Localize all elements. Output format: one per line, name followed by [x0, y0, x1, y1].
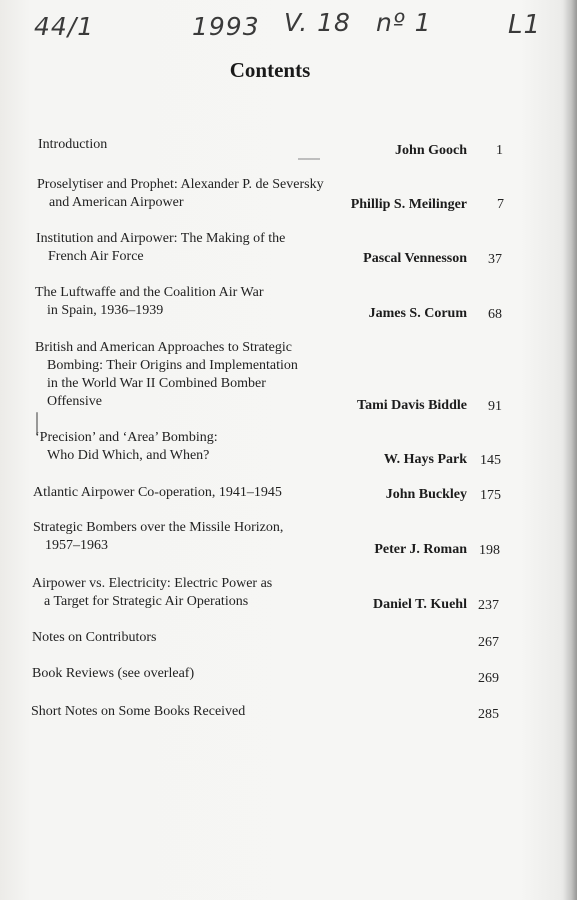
entry-page-number: 175	[480, 488, 501, 503]
entry-author: Tami Davis Biddle	[357, 398, 467, 413]
entry-title-line: Institution and Airpower: The Making of the	[36, 231, 286, 246]
entry-title	[33, 519, 283, 555]
entry-title	[36, 230, 285, 266]
entry-title-line: Bombing: Their Origins and Implementation	[47, 358, 298, 373]
entry-title-line: British and American Approaches to Strategic	[35, 340, 292, 355]
entry-title	[35, 284, 264, 320]
page-title: Contents	[229, 58, 311, 82]
handwritten-annotation-2: 1993	[192, 12, 260, 41]
entry-title-line: Strategic Bombers over the Missile Horizon,	[33, 520, 284, 535]
entry-title-line: a Target for Strategic Air Operations	[44, 594, 249, 609]
entry-page-number: 145	[480, 453, 501, 468]
entry-title	[35, 429, 218, 465]
entry-title	[35, 339, 298, 411]
entry-title-line: Airpower vs. Electricity: Electric Power as	[32, 576, 273, 591]
entry-author: John Buckley	[385, 487, 467, 502]
entry-title-line: The Luftwaffe and the Coalition Air War	[35, 285, 264, 300]
entry-title-line: Who Did Which, and When?	[47, 448, 210, 463]
handwritten-annotation-5: L1	[508, 10, 542, 40]
entry-author: Peter J. Roman	[374, 542, 467, 557]
spine-shadow	[563, 0, 577, 900]
entry-title-line: in the World War II Combined Bomber	[47, 376, 266, 391]
entry-title-line: in Spain, 1936–1939	[47, 303, 164, 318]
entry-page-number: 7	[497, 197, 504, 212]
entry-title-line: ‘Precision’ and ‘Area’ Bombing:	[35, 430, 218, 445]
entry-title-line: 1957–1963	[45, 538, 108, 553]
entry-title	[32, 575, 272, 611]
entry-title-line: Proselytiser and Prophet: Alexander P. de Seversky	[37, 177, 324, 192]
entry-author: Daniel T. Kuehl	[372, 597, 467, 612]
entry-title-line: Atlantic Airpower Co-operation, 1941–1945	[33, 485, 282, 500]
entry-title-line: Notes on Contributors	[32, 630, 157, 645]
entry-author: Phillip S. Meilinger	[350, 197, 467, 212]
entry-page-number: 269	[478, 671, 499, 686]
entry-page-number: 37	[488, 252, 502, 267]
entry-page-number: 237	[478, 598, 499, 613]
entry-page-number: 91	[488, 399, 502, 414]
entry-title-line: French Air Force	[48, 249, 144, 264]
entry-title-line: Book Reviews (see overleaf)	[32, 666, 195, 681]
entry-page-number: 285	[478, 707, 499, 722]
entry-page-number: 267	[478, 635, 499, 650]
entry-page-number: 198	[479, 543, 500, 558]
entry-title	[31, 703, 245, 721]
handwritten-annotation-3: V. 18	[284, 8, 351, 37]
entry-title-line: Offensive	[47, 394, 102, 409]
handwritten-annotation-4: nº 1	[376, 8, 432, 37]
entry-title	[37, 176, 324, 212]
entry-title	[38, 136, 107, 154]
entry-title-line: and American Airpower	[49, 195, 184, 210]
entry-author: W. Hays Park	[383, 452, 467, 467]
stray-mark	[298, 158, 320, 160]
entry-title-line: Short Notes on Some Books Received	[31, 704, 246, 719]
entry-title	[32, 629, 156, 647]
entry-page-number: 1	[496, 143, 503, 158]
entry-author: Pascal Vennesson	[363, 251, 467, 266]
entry-author: John Gooch	[395, 143, 467, 158]
entry-author: James S. Corum	[368, 306, 467, 321]
handwritten-annotation-1: 44/1	[34, 12, 95, 41]
entry-title	[33, 484, 282, 502]
entry-title	[32, 665, 194, 683]
entry-page-number: 68	[488, 307, 502, 322]
entry-title-line: Introduction	[38, 137, 108, 152]
